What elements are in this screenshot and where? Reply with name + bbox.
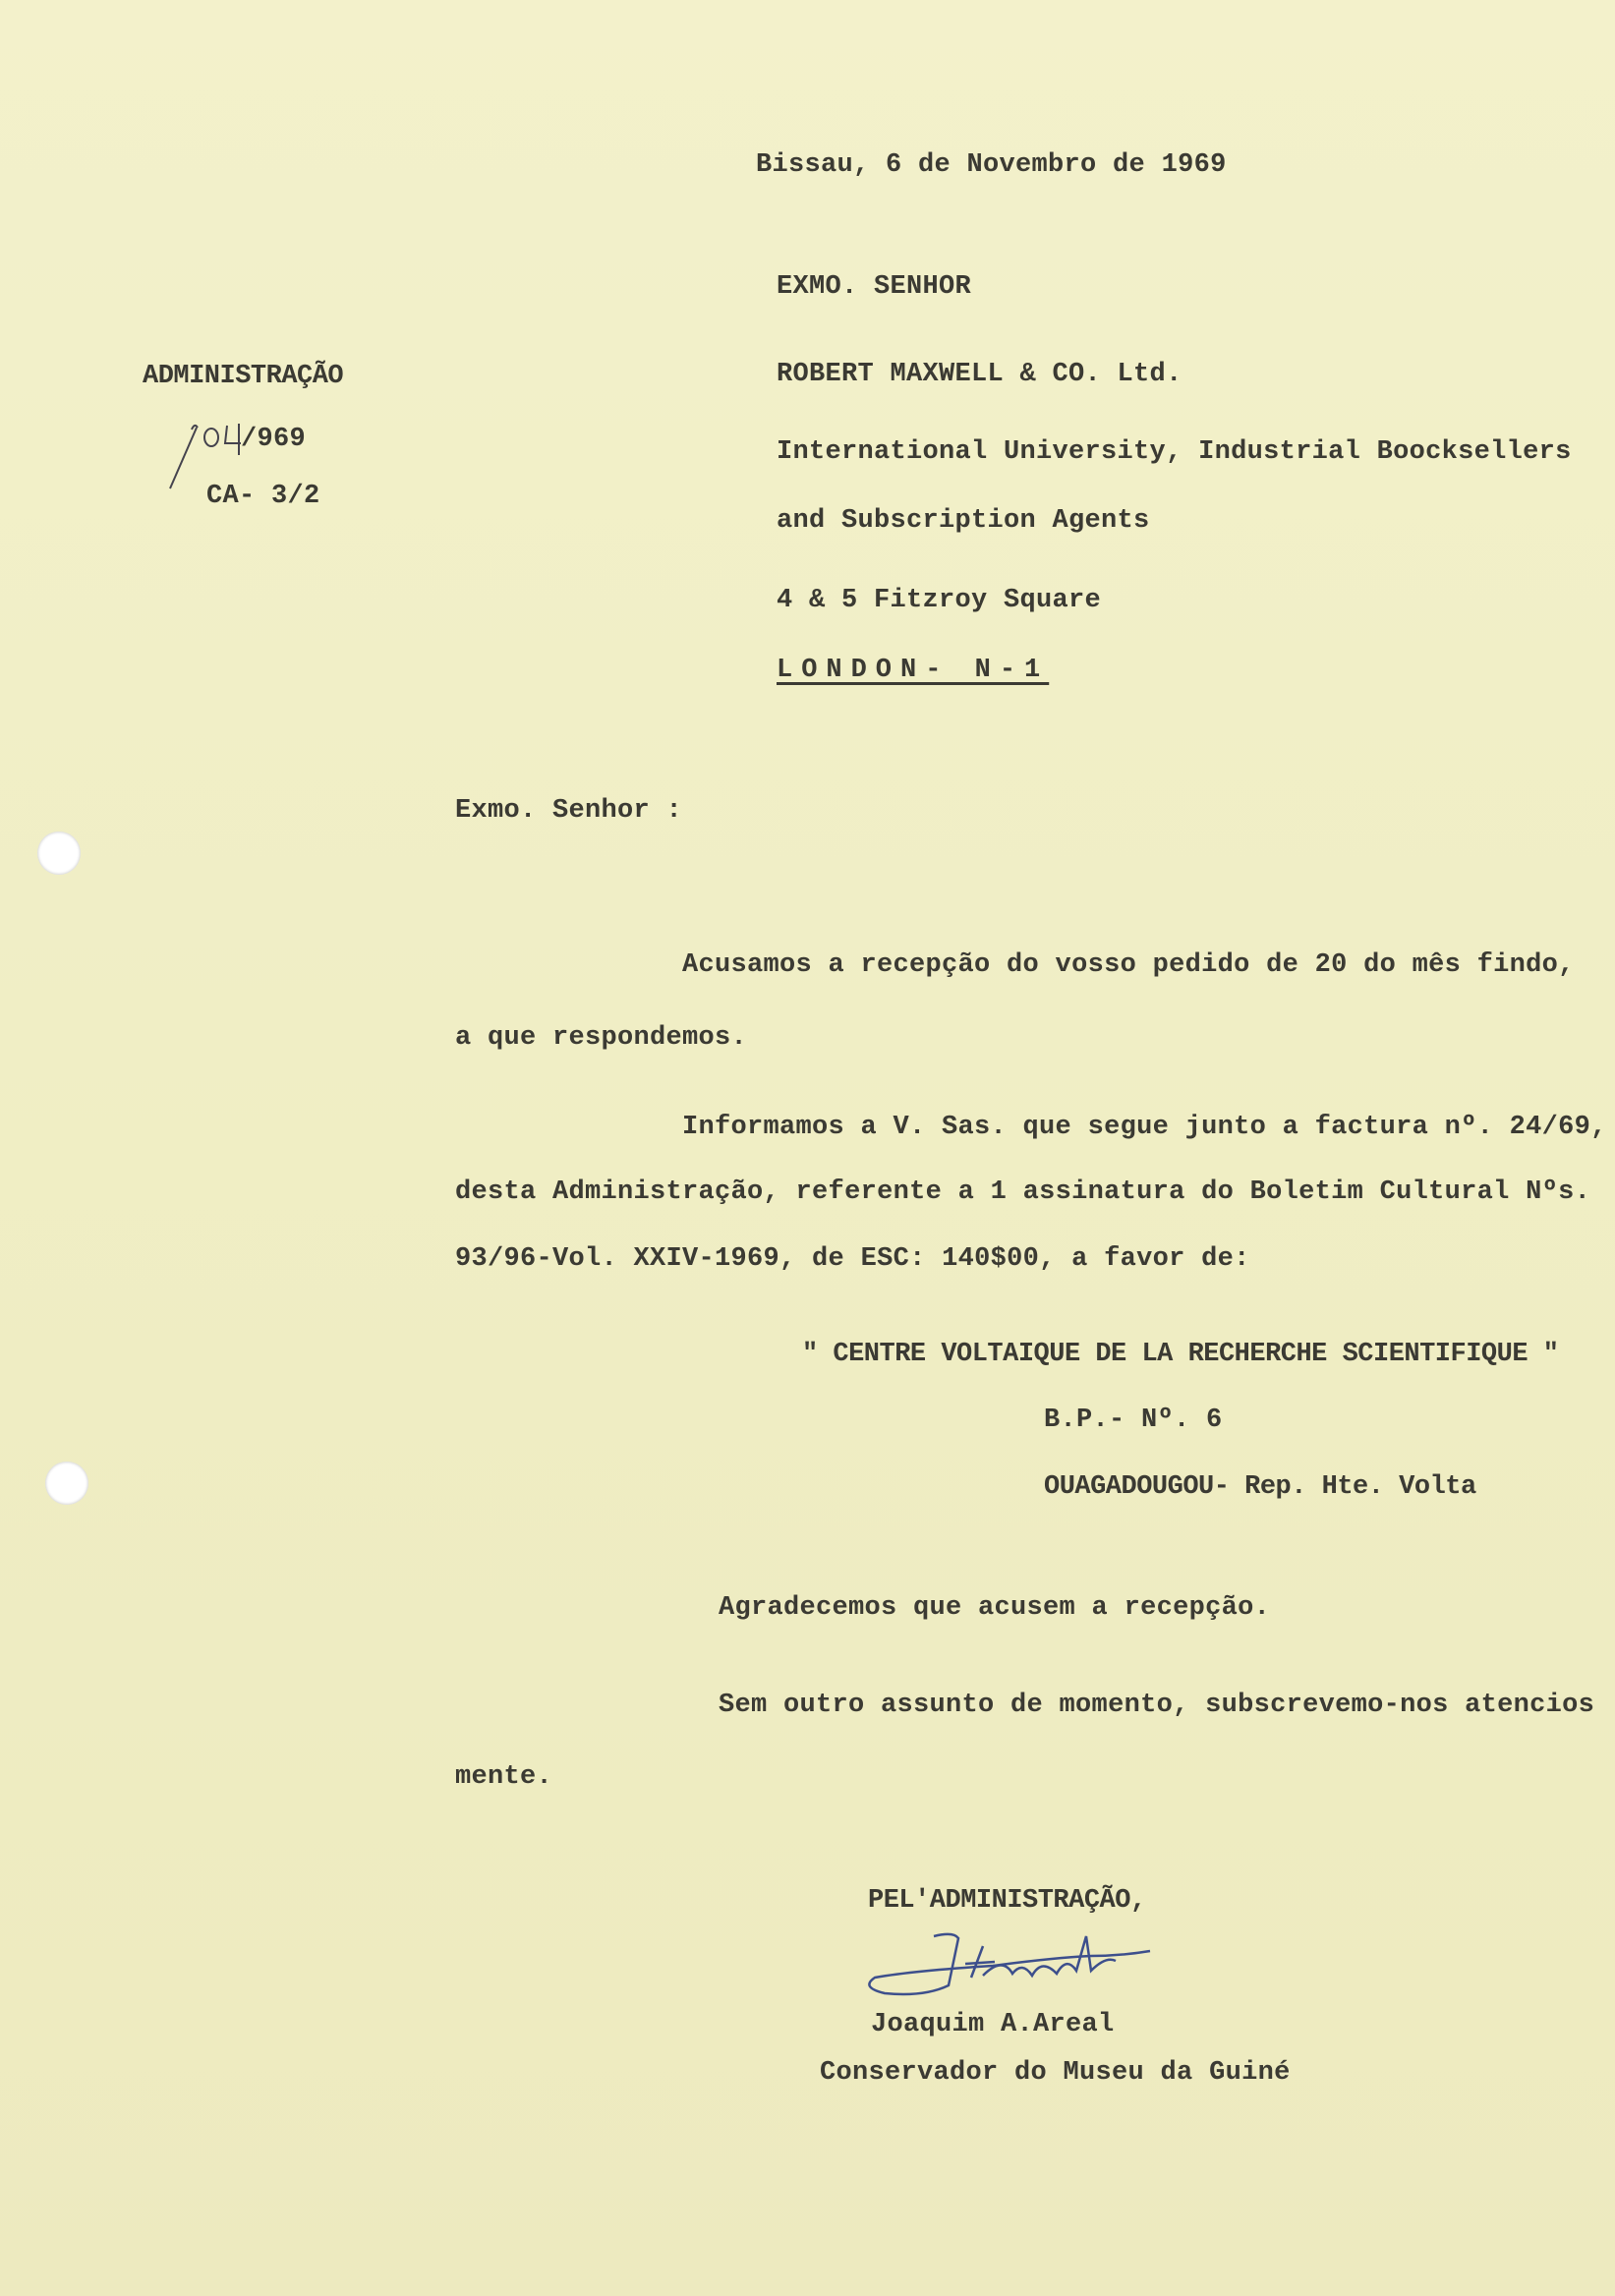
recipient-line1: International University, Industrial Boocksellers (777, 437, 1572, 467)
body-line: 93/96-Vol. XXIV-1969, de ESC: 140$00, a favor de: (455, 1244, 1250, 1274)
ref-department: ADMINISTRAÇÃO (143, 362, 344, 391)
closing-line: Agradecemos que acusem a recepção. (719, 1593, 1271, 1623)
punch-hole (45, 1462, 88, 1505)
beneficiary-city: OUAGADOUGOU- Rep. Hte. Volta (1044, 1472, 1476, 1502)
ref-year: /969 (241, 425, 307, 454)
recipient-city: LONDON- N-1 (777, 656, 1050, 685)
greeting: Exmo. Senhor : (455, 796, 683, 826)
beneficiary-po-box: B.P.- Nº. 6 (1044, 1406, 1223, 1435)
place-date: Bissau, 6 de Novembro de 1969 (756, 150, 1227, 180)
punch-hole (37, 832, 81, 875)
signature-for: PEL'ADMINISTRAÇÃO, (868, 1886, 1146, 1916)
signatory-title: Conservador do Museu da Guiné (820, 2058, 1291, 2088)
recipient-line2: and Subscription Agents (777, 506, 1150, 536)
body-line: a que respondemos. (455, 1023, 748, 1053)
ref-code: CA- 3/2 (206, 482, 320, 511)
body-line: Informamos a V. Sas. que segue junto a factura nº. 24/69, (682, 1113, 1607, 1142)
closing-line: Sem outro assunto de momento, subscrevemo-nos atencios (719, 1691, 1595, 1720)
body-line: Acusamos a recepção do vosso pedido de 20 do mês findo, (682, 950, 1575, 980)
recipient-company: ROBERT MAXWELL & CO. Ltd. (777, 360, 1182, 389)
body-line: desta Administração, referente a 1 assinatura do Boletim Cultural Nºs. (455, 1177, 1591, 1207)
signatory-name: Joaquim A.Areal (871, 2010, 1115, 2039)
beneficiary-name: " CENTRE VOLTAIQUE DE LA RECHERCHE SCIENTIFIQUE " (802, 1340, 1559, 1369)
closing-line: mente. (455, 1762, 553, 1792)
handwritten-signature (855, 1917, 1170, 2005)
recipient-salutation-header: EXMO. SENHOR (777, 272, 972, 302)
recipient-address: 4 & 5 Fitzroy Square (777, 586, 1102, 615)
